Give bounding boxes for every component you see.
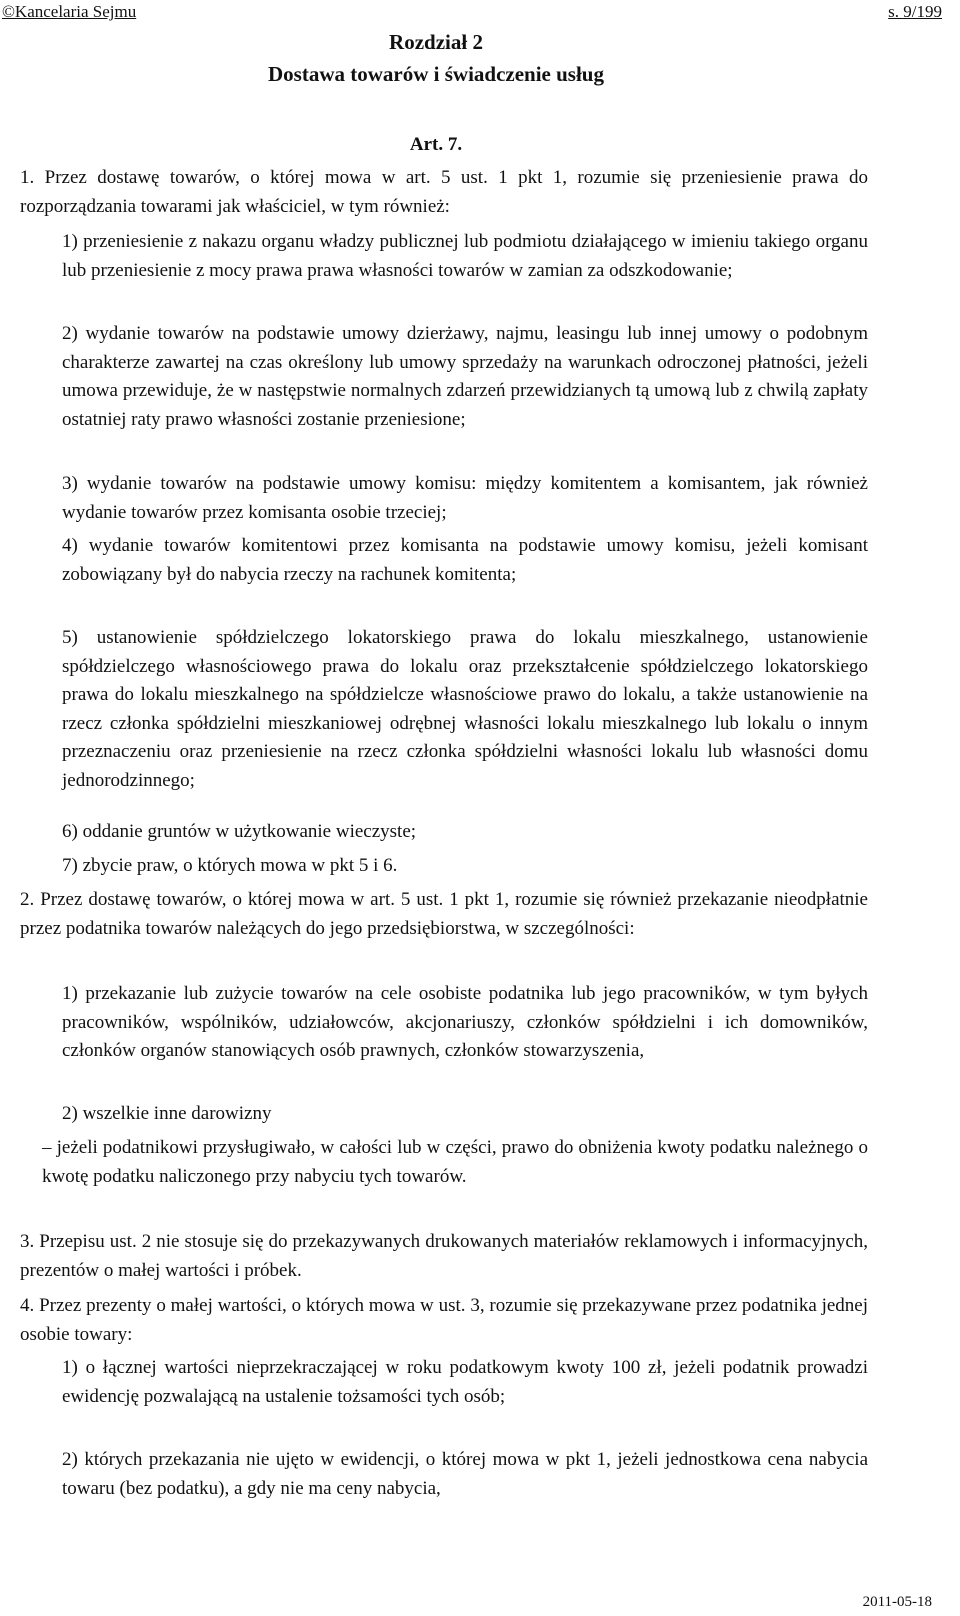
list-item-1-3: 3) wydanie towarów na podstawie umowy komisu: między komitentem a komisantem, jak również wydanie towarów przez komisanta osobie trzeciej;	[62, 473, 868, 523]
list-item-1-6: 6) oddanie gruntów w użytkowanie wieczyste;	[62, 821, 417, 842]
list-item-1-2: 2) wydanie towarów na podstawie umowy dzierżawy, najmu, leasingu lub innej umowy o podobnym charakterze zawartej na czas określony lub umowy sprzedaży na warunkach odroczonej płatności, jeżeli umowa przewiduje, że w następstwie normalnych zdarzeń przewidzianych tą umową lub z chwilą zapłaty ostatniej raty prawo własności zostanie przeniesione;	[62, 323, 868, 430]
list-item-2-2: 2) wszelkie inne darowizny	[62, 1103, 272, 1124]
list-item-2-1: 1) przekazanie lub zużycie towarów na cele osobiste podatnika lub jego pracowników, w tym byłych pracowników, wspólników, udziałowców, akcjonariuszy, członków spółdzielni i ich domowników, członków organów stanowiących osób prawnych, członków stowarzyszenia,	[62, 983, 868, 1062]
list-item-4-1: 1) o łącznej wartości nieprzekraczającej w roku podatkowym kwoty 100 zł, jeżeli podatnik prowadzi ewidencję pozwalającą na ustalenie tożsamości tych osób;	[62, 1357, 868, 1407]
page-number: s. 9/199	[888, 2, 942, 21]
paragraph-1: 1. Przez dostawę towarów, o której mowa w art. 5 ust. 1 pkt 1, rozumie się przeniesienie prawa do rozporządzania towarami jak właściciel, w tym również:	[20, 167, 868, 217]
paragraph-3: 3. Przepisu ust. 2 nie stosuje się do przekazywanych drukowanych materiałów reklamowych i informacyjnych, prezentów o małej wartości i próbek.	[20, 1231, 868, 1281]
copyright-header: ©Kancelaria Sejmu	[2, 2, 137, 21]
chapter-title: Rozdział 2	[389, 30, 483, 54]
list-item-1-7: 7) zbycie praw, o których mowa w pkt 5 i 6.	[62, 855, 398, 876]
list-item-1-1: 1) przeniesienie z nakazu organu władzy publicznej lub podmiotu działającego w imieniu takiego organu lub przeniesienie z mocy prawa prawa własności towarów w zamian za odszkodowanie;	[62, 231, 868, 281]
list-item-4-2: 2) których przekazania nie ujęto w ewidencji, o której mowa w pkt 1, jeżeli jednostkowa cena nabycia towaru (bez podatku), a gdy nie ma ceny nabycia,	[62, 1449, 868, 1499]
chapter-subtitle: Dostawa towarów i świadczenie usług	[268, 62, 604, 86]
list-item-1-4: 4) wydanie towarów komitentowi przez komisanta na podstawie umowy komisu, jeżeli komisant zobowiązany był do nabycia rzeczy na rachunek komitenta;	[62, 535, 868, 585]
paragraph-2-closing: – jeżeli podatnikowi przysługiwało, w całości lub w części, prawo do obniżenia kwoty podatku należnego o kwotę podatku naliczonego przy nabyciu tych towarów.	[42, 1137, 868, 1187]
article-title: Art. 7.	[409, 134, 463, 155]
paragraph-4: 4. Przez prezenty o małej wartości, o których mowa w ust. 3, rozumie się przekazywane przez podatnika jednej osobie towary:	[20, 1295, 868, 1345]
paragraph-2: 2. Przez dostawę towarów, o której mowa w art. 5 ust. 1 pkt 1, rozumie się również przekazanie nieodpłatnie przez podatnika towarów należących do jego przedsiębiorstwa, w szczególności:	[20, 889, 868, 939]
footer-date: 2011-05-18	[862, 1594, 932, 1610]
list-item-1-5: 5) ustanowienie spółdzielczego lokatorskiego prawa do lokalu mieszkalnego, ustanowienie spółdzielczego własnościowego prawa do lokalu oraz przekształcenie spółdzielczego lokatorskiego prawa do lokalu mieszkalnego na spółdzielcze własnościowe prawo do lokalu, a także ustanowienie na rzecz członka spółdzielni mieszkaniowej odrębnej własności lokalu mieszkalnego lub lokalu o innym przeznaczeniu oraz przeniesienie na rzecz członka spółdzielni własności lokalu lub własności domu jednorodzinnego;	[62, 627, 868, 791]
